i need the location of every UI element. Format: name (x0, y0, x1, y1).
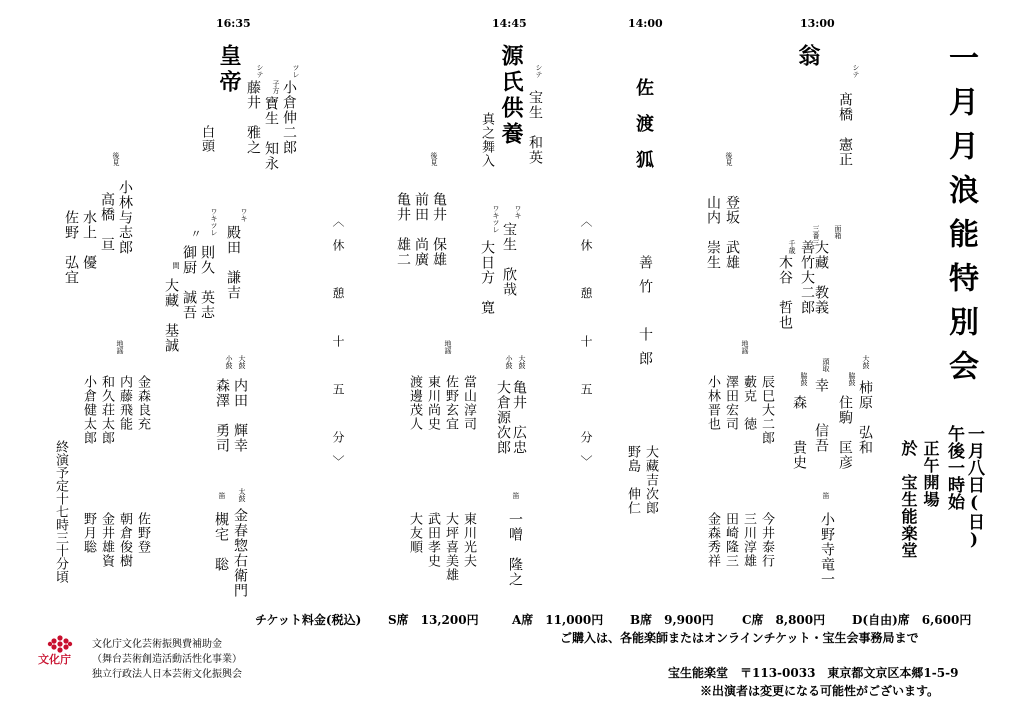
kotei-waki-role: ワキ (240, 208, 248, 222)
genji-kotsuzumi-role: 小鼓 (505, 355, 513, 369)
ticket-a: A席 11,000円 (512, 613, 604, 627)
okina-sanbaso-role: 三番三 (812, 225, 820, 246)
agency-logo (40, 632, 80, 672)
genji-fue: 一噌 隆之 (507, 512, 523, 587)
okina-ji8: 金森秀祥 (705, 512, 720, 568)
okina-senzai: 木谷 哲也 (777, 255, 793, 330)
event-open: 正午開場 (921, 440, 940, 508)
event-start: 午後一時始 (944, 425, 964, 510)
okina-menbako: 大藏 教義 (813, 240, 829, 315)
okina-ji6: 三川淳雄 (741, 512, 756, 568)
genji-ji5: 東川光夫 (461, 512, 476, 568)
okina-koken-label: 後見 (725, 152, 733, 166)
logo-text: 文化庁 (38, 653, 71, 666)
okina-fue-label: 笛 (822, 492, 830, 499)
genji-wakitsure-role: ワキツレ (492, 205, 500, 233)
okina-otsuzumi: 柿原 弘和 (857, 380, 873, 455)
genji-fue-label: 笛 (512, 492, 520, 499)
kotei-sub: 白頭 (199, 125, 214, 153)
okina-shite-role: シテ (852, 64, 860, 78)
kotei-koken4: 佐野 弘宜 (63, 210, 79, 285)
kotei-koken3: 水上 優 (81, 210, 97, 270)
time-genji: 14:45 (492, 17, 527, 30)
okina-jiutai-label: 地謡 (741, 340, 749, 354)
ticket-d: D(自由)席 6,600円 (852, 613, 972, 627)
kotei-fue: 槻宅 聡 (213, 512, 229, 572)
sado-ado2: 野島 伸仁 (625, 445, 640, 515)
kotei-wakitsure-role: ワキツレ (210, 208, 218, 236)
time-kotei: 16:35 (216, 17, 251, 30)
purchase-note: ご購入は、各能楽師またはオンラインチケット・宝生会事務局まで (560, 631, 919, 645)
support-line2: （舞台芸術創造活動活性化事業） (92, 654, 242, 665)
sado-title: 佐渡狐 (633, 78, 654, 186)
okina-koken2: 山内 崇生 (705, 195, 721, 270)
genji-wakitsure: 大日方 寛 (479, 240, 495, 315)
ticket-label: チケット料金(税込) (255, 613, 362, 627)
okina-tori: 幸 信吾 (813, 378, 829, 453)
genji-shite: 宝生 和英 (527, 90, 543, 165)
sado-ado1: 大藏吉次郎 (643, 445, 658, 515)
okina-title: 翁 (795, 44, 821, 70)
genji-waki: 宝生 欣哉 (501, 222, 517, 297)
kotei-waki: 殿田 謙吉 (225, 225, 241, 300)
kotei-ji3: 和久荘太郎 (99, 375, 114, 445)
kotei-kotsuzumi: 森澤 勇司 (214, 378, 230, 453)
okina-shite: 髙橋 憲正 (837, 92, 853, 167)
address: 宝生能楽堂 〒113-0033 東京都文京区本郷1-5-9 (668, 666, 959, 680)
kotei-jiutai-label: 地謡 (116, 340, 124, 354)
genji-title: 源氏供養 (498, 44, 524, 148)
genji-sub: 真之舞入 (479, 112, 494, 168)
time-sado: 14:00 (628, 17, 663, 30)
okina-ji3: 澤田宏司 (723, 375, 738, 431)
genji-jiutai-label: 地謡 (444, 340, 452, 354)
kotei-ji8: 野月聡 (81, 512, 96, 554)
genji-ji6: 大坪喜美雄 (443, 512, 458, 582)
okina-ji2: 藪克 徳 (741, 375, 756, 431)
genji-ji8: 大友順 (407, 512, 422, 554)
kotei-ji2: 内藤飛能 (117, 375, 132, 431)
kotei-shite: 藤井 雅之 (245, 80, 261, 155)
okina-ji1: 辰巳大二郎 (759, 375, 774, 445)
time-okina: 13:00 (800, 17, 835, 30)
okina-menbako-role: 面箱 (834, 225, 842, 239)
genji-koken-label: 後見 (430, 152, 438, 166)
kotei-koken-label: 後見 (112, 152, 120, 166)
okina-waki2-role: 脇鼓 (848, 372, 856, 386)
kotei-otsuzumi-role: 大鼓 (238, 355, 246, 369)
logo-mark-icon (40, 632, 80, 672)
event-date: 一月八日(日) (964, 425, 984, 550)
genji-ji1: 當山淳司 (461, 375, 476, 431)
end-time: 終演予定十七時三十分頃 (53, 440, 68, 583)
genji-koken1: 亀井 保雄 (431, 192, 447, 267)
okina-ji4: 小林晋也 (705, 375, 720, 431)
okina-ji5: 今井泰行 (759, 512, 774, 568)
ticket-s: S席 13,200円 (388, 613, 479, 627)
genji-ji2: 佐野玄宜 (443, 375, 458, 431)
rest-1: 〈休 憩 十 五 分〉 (579, 215, 593, 479)
kotei-ji7: 金井雄資 (99, 512, 114, 568)
genji-waki-role: ワキ (514, 205, 522, 219)
okina-sanbaso: 善竹大二郎 (799, 240, 815, 315)
kotei-otsuzumi: 内田 輝幸 (232, 378, 248, 453)
event-venue: 於 宝生能楽堂 (899, 440, 918, 559)
notice: ※出演者は変更になる可能性がございます。 (700, 684, 940, 698)
sado-shite: 善竹 十郎 (637, 255, 653, 375)
support-line3: 独立行政法人日本芸術文化振興会 (92, 669, 242, 680)
event-title: 一月月浪能特別会 (943, 42, 978, 394)
genji-ji4: 渡邊茂人 (407, 375, 422, 431)
kotei-kokata: 寶生 知永 (263, 96, 279, 171)
support-line1: 文化庁文化芸術振興費補助金 (92, 639, 222, 650)
okina-senzai-role: 千歳 (788, 240, 796, 254)
okina-koken1: 登坂 武雄 (724, 195, 740, 270)
okina-waki2: 住駒 匡彦 (837, 395, 853, 470)
kotei-shite-role: シテ (256, 64, 264, 78)
genji-kotsuzumi: 大倉源次郎 (495, 380, 511, 455)
kotei-ji6: 朝倉俊樹 (117, 512, 132, 568)
genji-koken3: 亀井 雄二 (395, 192, 411, 267)
rest-2: 〈休 憩 十 五 分〉 (331, 215, 345, 479)
kotei-koken1: 小林与志郎 (117, 180, 133, 255)
okina-waki1: 森 貴史 (791, 395, 807, 470)
kotei-title: 皇帝 (216, 44, 242, 96)
kotei-ji1: 金森良充 (135, 375, 150, 431)
kotei-ji5: 佐野登 (135, 512, 150, 554)
kotei-tsure: 小倉伸二郎 (281, 80, 297, 155)
kotei-wakitsure: 則久 英志 (199, 245, 215, 320)
kotei-kokata-role: 子方 (272, 80, 280, 94)
ticket-c: C席 8,800円 (742, 613, 826, 627)
genji-shite-role: シテ (535, 64, 543, 78)
kotei-fue-label: 笛 (218, 492, 226, 499)
genji-ji3: 東川尚史 (425, 375, 440, 431)
okina-fue: 小野寺竜一 (819, 512, 835, 587)
kotei-wakitsure2: 御厨 誠吾 (181, 245, 197, 320)
kotei-ai-role: 間 (172, 262, 180, 269)
kotei-koken2: 高橋 亘 (99, 192, 115, 252)
genji-ji7: 武田孝史 (425, 512, 440, 568)
okina-waki1-role: 脇鼓 (800, 372, 808, 386)
okina-otsuzumi-role: 大鼓 (862, 355, 870, 369)
okina-ji7: 田崎隆三 (723, 512, 738, 568)
kotei-kotsuzumi-role: 小鼓 (225, 355, 233, 369)
genji-otsuzumi: 亀井 広忠 (511, 380, 527, 455)
genji-koken2: 前田 尚廣 (413, 192, 429, 267)
okina-tori-role: 頭取 (822, 358, 830, 372)
kotei-ji4: 小倉健太郎 (81, 375, 96, 445)
kotei-taiko-role: 太鼓 (238, 488, 246, 502)
genji-otsuzumi-role: 大鼓 (518, 355, 526, 369)
kotei-wakitsure2-role: 〃 (189, 228, 202, 239)
kotei-tsure-role: ツレ (292, 64, 300, 78)
kotei-ai: 大藏 基誠 (163, 278, 179, 353)
kotei-taiko: 金春惣右衛門 (232, 508, 248, 598)
ticket-b: B席 9,900円 (630, 613, 714, 627)
